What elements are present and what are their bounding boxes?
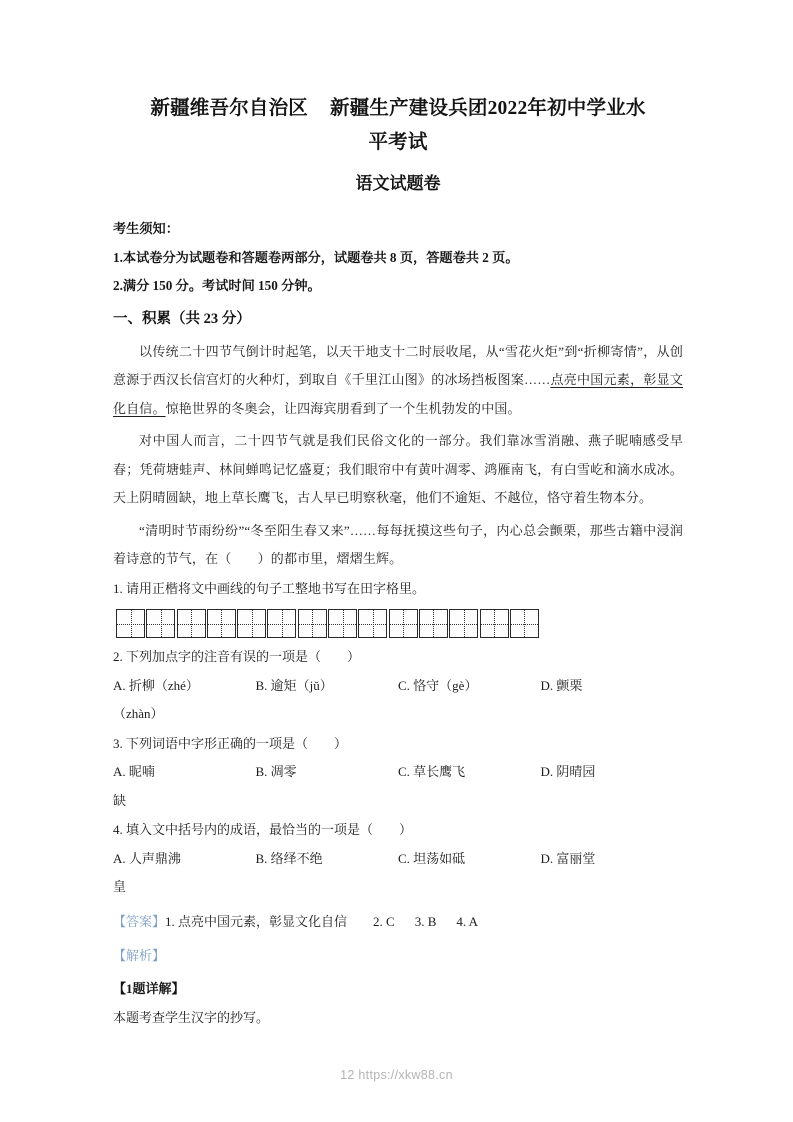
passage-1: [113, 338, 683, 424]
question-4-stem: 4. 填入文中括号内的成语，最恰当的一项是（ ）: [113, 822, 413, 837]
title-main: 新疆生产建设兵团2022年初中学业水: [330, 98, 646, 119]
option-d[interactable]: D. 阴晴园: [540, 764, 596, 779]
option-c[interactable]: C. 草长鹰飞: [398, 764, 466, 779]
answer-3: 3. B: [414, 913, 437, 929]
option-b[interactable]: B. 凋零: [255, 764, 297, 779]
question-4-options: [113, 845, 683, 874]
option-d[interactable]: D. 颤栗: [540, 677, 583, 693]
passage-2: 对中国人而言，二十四节气就是我们民俗文化的一部分。我们靠冰雪消融、燕子昵喃感受早春；凭荷塘蛙声、林间蝉鸣记忆盛夏；我们眼帘中有黄叶凋零、鸿雁南飞，有白雪屹和滴水成冰。天上阴晴圆缺，地上草长鹰飞，古人早已明察秋毫，他们不逾矩、不越位，恪守着生物本分。: [113, 433, 683, 505]
question-3-options: [113, 758, 683, 787]
watermark: 12 https://xkw88.cn: [340, 1068, 453, 1082]
analysis-label: 【解析】: [113, 947, 166, 963]
passage-3: “清明时节雨纷纷”“冬至阳生春又来”……每每抚摸这些句子，内心总会颤栗，那些古籍中浸润着诗意的节气，在（ ）的都市里，熠熠生辉。: [113, 522, 683, 566]
answer-2: 2. C: [373, 913, 395, 929]
answer-label: 【答案】: [113, 913, 166, 929]
tianzige-cell[interactable]: [146, 609, 175, 638]
tianzige-cell[interactable]: [237, 609, 266, 638]
section-heading: 一、积累（共 23 分）: [113, 310, 251, 327]
tianzige-cell[interactable]: [449, 609, 478, 638]
question-4-option-d-continued: 皇: [113, 879, 127, 894]
tianzige-cell[interactable]: [298, 609, 327, 638]
option-c[interactable]: C. 坦荡如砥: [398, 850, 466, 866]
option-b[interactable]: B. 络绎不绝: [255, 850, 323, 866]
question-1-stem: 1. 请用正楷将文中画线的句子工整地书写在田字格里。: [113, 580, 426, 596]
notice-heading: 考生须知：: [113, 221, 179, 236]
tianzige-cell[interactable]: [510, 609, 539, 638]
option-a[interactable]: A. 昵喃: [113, 764, 155, 779]
subject-title: 语文试题卷: [355, 174, 441, 193]
tianzige-grid[interactable]: [116, 609, 683, 638]
question-3-stem: 3. 下列词语中字形正确的一项是（ ）: [113, 735, 348, 751]
detail-body-1: 本题考查学生汉字的抄写。: [113, 1009, 270, 1025]
question-2-stem: 2. 下列加点字的注音有误的一项是（ ）: [113, 649, 361, 664]
option-d[interactable]: D. 富丽堂: [540, 850, 596, 866]
page-title: [113, 0, 683, 160]
tianzige-cell[interactable]: [389, 609, 418, 638]
page-content: [113, 0, 683, 1032]
notice-item-1: 1.本试卷分为试题卷和答题卷两部分，试题卷共 8 页，答题卷共 2 页。: [113, 249, 519, 265]
passage-1-after: 惊艳世界的冬奥会，让四海宾朋看到了一个生机勃发的中国。: [165, 400, 521, 416]
option-a[interactable]: A. 人声鼎沸: [113, 850, 181, 866]
title-line2: 平考试: [368, 132, 428, 153]
analysis-line: [113, 941, 683, 970]
question-2-option-d-continued: （zhàn）: [113, 706, 164, 721]
candidate-notice: [113, 215, 683, 301]
option-c[interactable]: C. 恪守（gè）: [398, 677, 478, 693]
question-3-option-d-continued: 缺: [113, 792, 127, 808]
answer-4: 4. A: [456, 913, 479, 929]
title-region: 新疆维吾尔自治区: [150, 98, 308, 119]
answer-1: 1. 点亮中国元素，彰显文化自信: [165, 913, 348, 929]
tianzige-cell[interactable]: [267, 609, 296, 638]
answer-line: [113, 907, 683, 936]
passage-1-before: 以传统二十四节气倒计时起笔，以天干地支十二时辰收尾，从“雪花火炬”到“折柳寄情”，从创意源于西汉长信宫灯的火种灯，到取自《千里江山图》的冰场挡板图案……: [113, 343, 683, 387]
tianzige-cell[interactable]: [116, 609, 145, 638]
detail-heading-1: 【1题详解】: [113, 980, 185, 996]
tianzige-cell[interactable]: [419, 609, 448, 638]
notice-item-2: 2.满分 150 分。考试时间 150 分钟。: [113, 278, 321, 293]
tianzige-cell[interactable]: [177, 609, 206, 638]
question-2-options: [113, 672, 683, 701]
option-a[interactable]: A. 折柳（zhé）: [113, 677, 199, 693]
passage-1-underlined: 点亮中国元素，彰显文化自信。: [113, 372, 683, 416]
tianzige-cell[interactable]: [358, 609, 387, 638]
tianzige-cell[interactable]: [480, 609, 509, 638]
option-b[interactable]: B. 逾矩（jǔ）: [255, 677, 333, 693]
tianzige-cell[interactable]: [207, 609, 236, 638]
tianzige-cell[interactable]: [328, 609, 357, 638]
